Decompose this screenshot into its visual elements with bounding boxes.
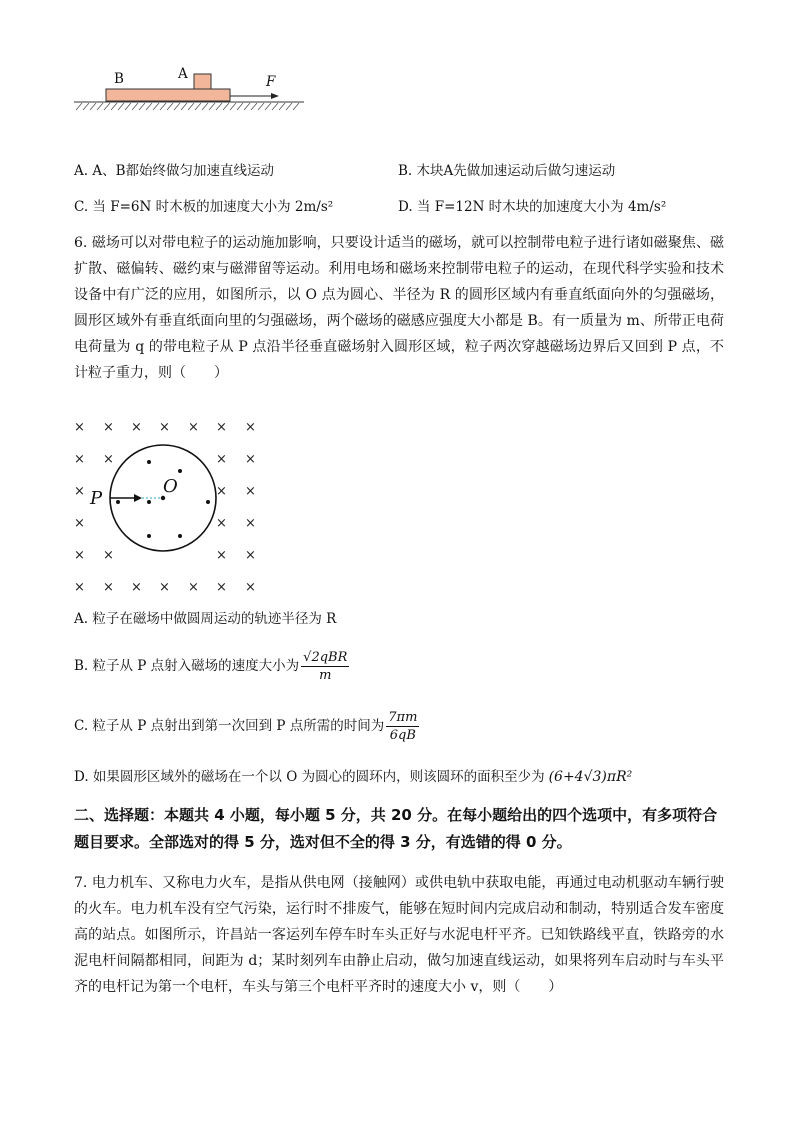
q5-option-c: C. 当 F=6N 时木板的加速度大小为 2m/s² bbox=[74, 199, 334, 215]
cross-mark: × bbox=[216, 484, 227, 499]
cross-mark: × bbox=[74, 580, 85, 595]
cross-mark: × bbox=[245, 548, 256, 563]
cross-mark: × bbox=[103, 548, 114, 563]
cross-mark: × bbox=[188, 420, 199, 435]
cross-mark: × bbox=[245, 516, 256, 531]
cross-mark: × bbox=[216, 548, 227, 563]
fraction-numerator: 7πm bbox=[388, 709, 418, 725]
label-b: B bbox=[114, 71, 124, 87]
q6-option-c-text: C. 粒子从 P 点射出到第一次回到 P 点所需的时间为 bbox=[74, 717, 385, 734]
cross-mark: × bbox=[245, 452, 256, 467]
cross-mark: × bbox=[216, 452, 227, 467]
q7-stem: 7. 电力机车、又称电力火车，是指从供电网（接触网）或供电轨中获取电能，再通过电动机驱动车辆行驶的火车。电力机车没有空气污染，运行时不排废气，能够在短时间内完成启动和制动，特别适合发车密度高的站点。如图所示，许昌站一客运列车停车时车头正好与水泥电杆平齐。已知铁路线平直，铁路旁的水泥电杆间隔都相同，间距为 d；某时刻列车由静止启动，做匀加速直线运动，如果将列车启动时与车头平齐的电杆记为第一个电杆，车头与第三个电杆平齐时的速度大小 v，则（ ） bbox=[74, 875, 724, 995]
q6-option-b-text: B. 粒子从 P 点射入磁场的速度大小为 bbox=[74, 657, 300, 674]
q6-option-a: A. 粒子在磁场中做圆周运动的轨迹半径为 R bbox=[74, 611, 337, 627]
label-p: P bbox=[90, 488, 103, 509]
q6-option-c-fraction bbox=[386, 709, 419, 744]
cross-mark: × bbox=[103, 452, 114, 467]
board-b bbox=[106, 89, 230, 101]
q6-option-b bbox=[74, 644, 349, 688]
outward-field-dots bbox=[116, 460, 210, 538]
cross-mark: × bbox=[188, 580, 199, 595]
q6-option-d bbox=[74, 764, 632, 790]
cross-mark: × bbox=[216, 420, 227, 435]
cross-mark: × bbox=[74, 484, 85, 499]
cross-mark: × bbox=[131, 420, 142, 435]
force-arrowhead bbox=[271, 93, 279, 99]
cross-mark: × bbox=[103, 420, 114, 435]
q6-stem: 6. 磁场可以对带电粒子的运动施加影响，只要设计适当的磁场，就可以控制带电粒子进行诸如磁聚焦、磁扩散、磁偏转、磁约束与磁滞留等运动。利用电场和磁场来控制带电粒子的运动，在现代科学实验和技术设备中有广泛的应用，如图所示，以 O 点为圆心、半径为 R 的圆形区域内有垂直纸面向外的匀强磁场，圆形区域外有垂直纸面向里的匀强磁场，两个磁场的磁感应强度大小都是 B。有一质量为 m、所带正电荷电荷量为 q 的带电粒子从 P 点沿半径垂直磁场射入圆形区域，粒子两次穿越磁场边界后又回到 P 点，不计粒子重力，则（ ） bbox=[74, 235, 724, 381]
cross-mark: × bbox=[216, 580, 227, 595]
field-circle-diagram bbox=[70, 418, 270, 603]
cross-mark: × bbox=[131, 580, 142, 595]
magnetic-field-figure bbox=[70, 418, 270, 603]
block-board-diagram bbox=[74, 66, 314, 118]
cross-mark: × bbox=[159, 420, 170, 435]
cross-mark: × bbox=[74, 548, 85, 563]
section-2-heading: 二、选择题：本题共 4 小题，每小题 5 分，共 20 分。在每小题给出的四个选项中，有多项符合题目要求。全部选对的得 5 分，选对但不全的得 3 分，有选错的得 0 分。 bbox=[74, 806, 718, 851]
label-f: F bbox=[266, 74, 276, 90]
label-o: O bbox=[163, 476, 178, 497]
q5-option-b: B. 木块A先做加速运动后做匀速运动 bbox=[398, 163, 616, 179]
particle-velocity-arrowhead bbox=[134, 494, 142, 502]
cross-mark: × bbox=[216, 516, 227, 531]
ground-hatch bbox=[76, 103, 299, 110]
block-a bbox=[194, 74, 211, 89]
q6-option-c bbox=[74, 704, 419, 748]
cross-mark: × bbox=[159, 580, 170, 595]
cross-mark: × bbox=[103, 580, 114, 595]
fraction-denominator: m bbox=[319, 667, 332, 683]
fraction-numerator: √2qBR bbox=[303, 649, 348, 665]
q6-option-d-text: D. 如果圆形区域外的磁场在一个以 O 为圆心的圆环内，则该圆环的面积至少为 bbox=[74, 768, 545, 785]
block-board-figure bbox=[74, 66, 314, 118]
fraction-denominator: 6qB bbox=[389, 727, 416, 743]
q5-option-a: A. A、B都始终做匀加速直线运动 bbox=[74, 163, 275, 179]
q5-option-d: D. 当 F=12N 时木块的加速度大小为 4m/s² bbox=[398, 199, 667, 215]
cross-mark: × bbox=[245, 484, 256, 499]
cross-mark: × bbox=[74, 420, 85, 435]
cross-mark: × bbox=[245, 580, 256, 595]
cross-mark: × bbox=[74, 516, 85, 531]
label-a: A bbox=[178, 66, 188, 82]
cross-mark: × bbox=[74, 452, 85, 467]
q6-option-d-expression: (6+4√3)πR² bbox=[548, 768, 633, 785]
q6-option-b-fraction bbox=[301, 649, 349, 684]
cross-mark: × bbox=[245, 420, 256, 435]
